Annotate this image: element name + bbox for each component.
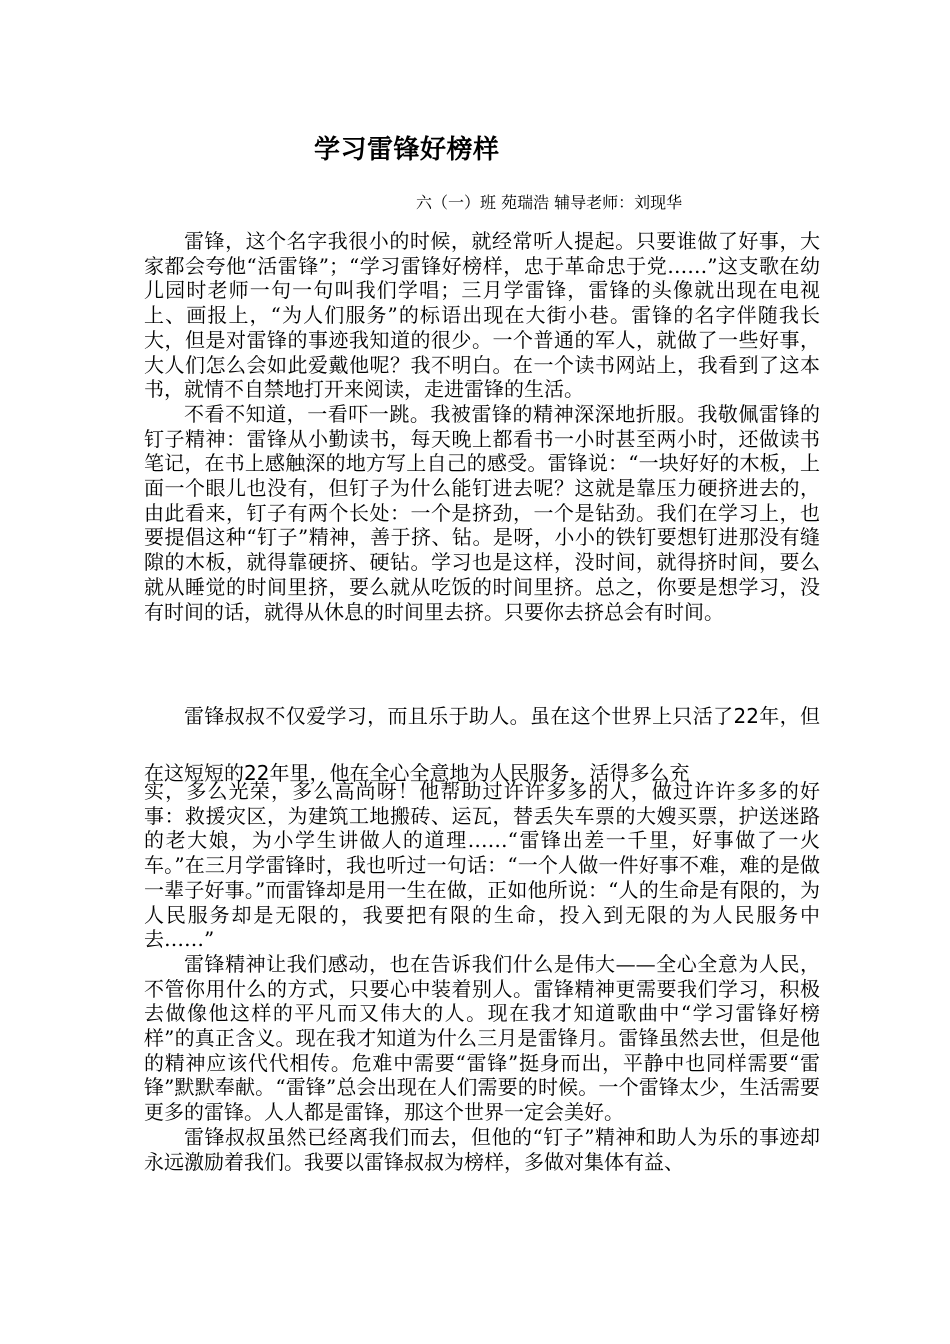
- paragraph-1: 雷锋，这个名字我很小的时候，就经常听人提起。只要谁做了好事，大家都会夸他“活雷锋”；“学习雷锋好榜样，忠于革命忠于党……”这支歌在幼儿园时老师一句一句叫我们学唱；三月学雷锋，雷锋的头像就出现在电视上、画报上，“为人们服务”的标语出现在大街小巷。雷锋的名字伴随我长大，但是对雷锋的事迹我知道的很少。一个普通的军人，就做了一些好事，大人们怎么会如此爱戴他呢？我不明白。在一个读书网站上，我看到了这本书，就情不自禁地打开来阅读，走进雷锋的生活。: [144, 229, 820, 402]
- paragraph-3: 雷锋叔叔不仅爱学习，而且乐于助人。虽在这个世界上只活了22年，但在这短短的22年里，他在全心全意地为人民服务，活得多么充: [144, 704, 820, 785]
- paragraph-2: 不看不知道，一看吓一跳。我被雷锋的精神深深地折服。我敬佩雷锋的钉子精神：雷锋从小勤读书，每天晚上都看书一小时甚至两小时，还做读书笔记，在书上感触深的地方写上自己的感受。雷锋说：“一块好好的木板，上面一个眼儿也没有，但钉子为什么能钉进去呢？这就是靠压力硬挤进去的，由此看来，钉子有两个长处：一个是挤劲，一个是钻劲。我们在学习上，也要提倡这种“钉子”精神，善于挤、钻。是呀，小小的铁钉要想钉进那没有缝隙的木板，就得靠硬挤、硬钻。学习也是这样，没时间，就得挤时间，要么就从睡觉的时间里挤，要么就从吃饭的时间里挤。总之，你要是想学习，没有时间的话，就得从休息的时间里去挤。只要你去挤总会有时间。: [144, 401, 820, 624]
- paragraph-4: 雷锋精神让我们感动，也在告诉我们什么是伟大——全心全意为人民，不管你用什么的方式，只要心中装着别人。雷锋精神更需要我们学习，积极去做像他这样的平凡而又伟大的人。现在我才知道歌曲中“学习雷锋好榜样”的真正含义。现在我才知道为什么三月是雷锋月。雷锋虽然去世，但是他的精神应该代代相传。危难中需要“雷锋”挺身而出，平静中也同样需要“雷锋”默默奉献。“雷锋”总会出现在人们需要的时候。一个雷锋太少，生活需要更多的雷锋。人人都是雷锋，那这个世界一定会美好。: [144, 951, 820, 1125]
- body-block-bottom: [144, 779, 820, 1174]
- author-byline: 六（一）班 苑瑞浩 辅导老师：刘现华: [416, 193, 683, 212]
- document-title: 学习雷锋好榜样: [314, 135, 500, 165]
- body-block-top: [144, 229, 820, 624]
- paragraph-3-continued: 实，多么光荣，多么高尚呀！他帮助过许许多多的人，做过许许多多的好事：救援灾区，为建筑工地搬砖、运瓦，替丢失车票的大嫂买票，护送迷路的老大娘，为小学生讲做人的道理……“雷锋出差一千里，好事做了一火车。”在三月学雷锋时，我也听过一句话：“一个人做一件好事不难，难的是做一辈子好事。”而雷锋却是用一生在做，正如他所说：“人的生命是有限的，为人民服务却是无限的，我要把有限的生命，投入到无限的为人民服务中去……”: [144, 779, 820, 952]
- paragraph-5: 雷锋叔叔虽然已经离我们而去，但他的“钉子”精神和助人为乐的事迹却永远激励着我们。我要以雷锋叔叔为榜样，多做对集体有益、: [144, 1124, 820, 1174]
